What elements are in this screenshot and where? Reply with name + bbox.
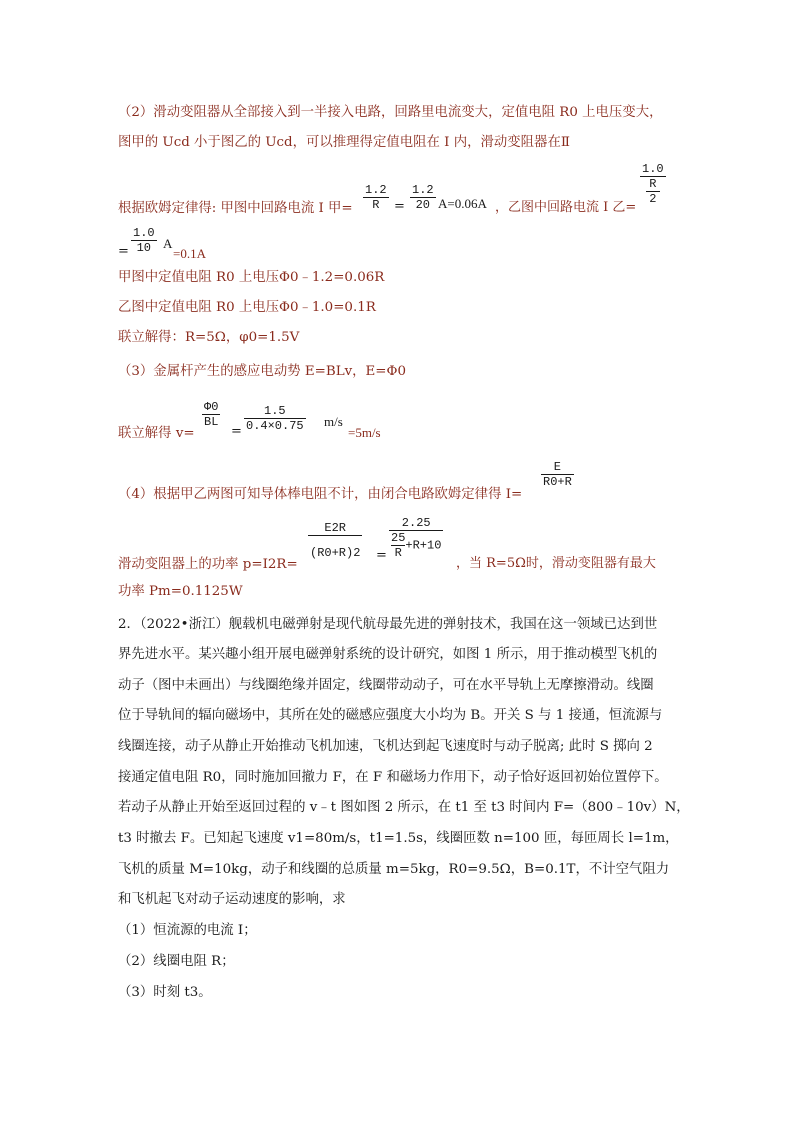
denominator-tail: +R+10 xyxy=(405,538,442,553)
inner-denominator: R xyxy=(394,546,402,560)
fraction-1-2-over-r xyxy=(363,183,389,212)
fraction-e-over-r0-plus-r xyxy=(541,460,574,489)
power-max-text: ，当 R=5Ω时，滑动变阻器有最大 xyxy=(456,556,656,571)
equals-sign-3: = xyxy=(231,424,242,439)
numerator: 1.2 xyxy=(412,183,434,197)
numerator: 1.0 xyxy=(133,226,155,240)
denominator: (R0+R)2 xyxy=(310,546,361,560)
unit-m-s: m/s xyxy=(324,414,343,429)
numerator: 1.2 xyxy=(365,183,387,197)
fraction-2-25-over-sum xyxy=(389,516,443,560)
q2-line-7: 若动子从静止开始至返回过程的 v﹣t 图如图 2 所示，在 t1 至 t3 时间内 F=（800﹣10v）N， xyxy=(118,800,690,815)
fraction-1-2-over-20 xyxy=(410,183,436,212)
equals-sign-2: = xyxy=(118,244,129,259)
power-text: 滑动变阻器上的功率 p=I2R= xyxy=(118,557,298,572)
fraction-e2r-over-square xyxy=(308,521,362,560)
voltage-yi-line: 乙图中定值电阻 R0 上电压Φ0﹣1.0=0.1R xyxy=(118,300,376,315)
q2-line-8: t3 时撤去 F。已知起飞速度 v1=80m/s，t1=1.5s，线圈匝数 n=100 匝，每匝周长 l=1m， xyxy=(118,831,679,846)
s3-line-1: （3）金属杆产生的感应电动势 E=BLv，E=Φ0 xyxy=(118,364,407,379)
unit-a: A xyxy=(163,236,173,251)
denominator: R xyxy=(372,198,380,212)
fraction-phi0-over-bl xyxy=(202,400,220,429)
denominator: 0.4×0.75 xyxy=(246,419,304,433)
solve-line-1: 联立解得：R=5Ω，φ0=1.5V xyxy=(118,330,300,345)
max-power-line: 功率 Pm=0.1125W xyxy=(118,584,243,599)
equals-sign-4: = xyxy=(376,548,387,563)
inner-numerator: 25 xyxy=(391,531,406,545)
q2-line-6: 接通定值电阻 R0，同时施加回撤力 F，在 F 和磁场力作用下，动子恰好返回初始位置停下。 xyxy=(118,770,668,785)
fraction-1-0-over-10 xyxy=(131,226,157,255)
q2-sub-1: （1）恒流源的电流 I； xyxy=(118,923,257,938)
s2-line-2: 图甲的 Ucd 小于图乙的 Ucd，可以推理得定值电阻在 I 内，滑动变阻器在Ⅱ xyxy=(118,135,570,150)
numerator: E2R xyxy=(308,521,362,536)
middle-denominator: R xyxy=(646,177,660,192)
fraction-1-0-over-r-over-2 xyxy=(640,162,666,206)
q2-line-10: 和飞机起飞对动子运动速度的影响，求 xyxy=(118,892,346,907)
s3-solve-text: 联立解得 v= xyxy=(118,426,195,441)
ohm-law-text-c: ，乙图中回路电流 I 乙= xyxy=(495,200,637,215)
velocity-value: =5m/s xyxy=(348,425,381,440)
denominator: BL xyxy=(204,415,219,429)
q2-line-2: 界先进水平。某兴趣小组开展电磁弹射系统的设计研究，如图 1 所示，用于推动模型飞机的 xyxy=(118,647,658,662)
s2-line-1: （2）滑动变阻器从全部接入到一半接入电路，回路里电流变大，定值电阻 R0 上电压变大， xyxy=(118,105,663,120)
ohm-law-text-a: 根据欧姆定律得: 甲图中回路电流 I 甲= xyxy=(118,201,353,216)
current-jia-value: A=0.06A xyxy=(438,196,487,211)
denominator: 20 xyxy=(415,198,430,212)
q2-sub-2: （2）线圈电阻 R； xyxy=(118,954,235,969)
q2-line-9: 飞机的质量 M=10kg，动子和线圈的总质量 m=5kg，R0=9.5Ω，B=0.1T，不计空气阻力 xyxy=(118,862,670,877)
numerator: 2.25 xyxy=(389,516,443,531)
current-yi-value: =0.1A xyxy=(173,246,206,261)
q2-sub-3: （3）时刻 t3。 xyxy=(118,985,212,1000)
denominator: 2 xyxy=(649,192,657,206)
numerator: 1.0 xyxy=(642,162,664,176)
q2-line-3: 动子（图中未画出）与线圈绝缘并固定，线圈带动动子，可在水平导轨上无摩擦滑动。线圈 xyxy=(118,678,654,693)
q2-line-4: 位于导轨间的辐向磁场中，其所在处的磁感应强度大小均为 B。开关 S 与 1 接通，恒流源与 xyxy=(118,708,663,723)
denominator: 10 xyxy=(136,241,151,255)
fraction-1-5-over-product xyxy=(244,404,306,433)
q2-line-1: 2．（2022•浙江）舰载机电磁弹射是现代航母最先进的弹射技术，我国在这一领域已达到世 xyxy=(118,617,658,632)
numerator: 1.5 xyxy=(244,404,306,419)
ohm-law-line xyxy=(118,199,353,219)
equals-sign: = xyxy=(394,199,405,214)
numerator: Φ0 xyxy=(204,400,219,414)
inner-fraction xyxy=(391,531,405,560)
compound-denominator xyxy=(389,531,443,560)
s4-line-1: （4）根据甲乙两图可知导体棒电阻不计，由闭合电路欧姆定律得 I= xyxy=(118,487,523,502)
voltage-jia-line: 甲图中定值电阻 R0 上电压Φ0﹣1.2=0.06R xyxy=(118,270,385,285)
q2-line-5: 线圈连接，动子从静止开始推动飞机加速，飞机达到起飞速度时与动子脱离; 此时 S 掷向 2 xyxy=(118,739,653,754)
denominator: R0+R xyxy=(543,475,572,489)
numerator: E xyxy=(541,460,574,475)
